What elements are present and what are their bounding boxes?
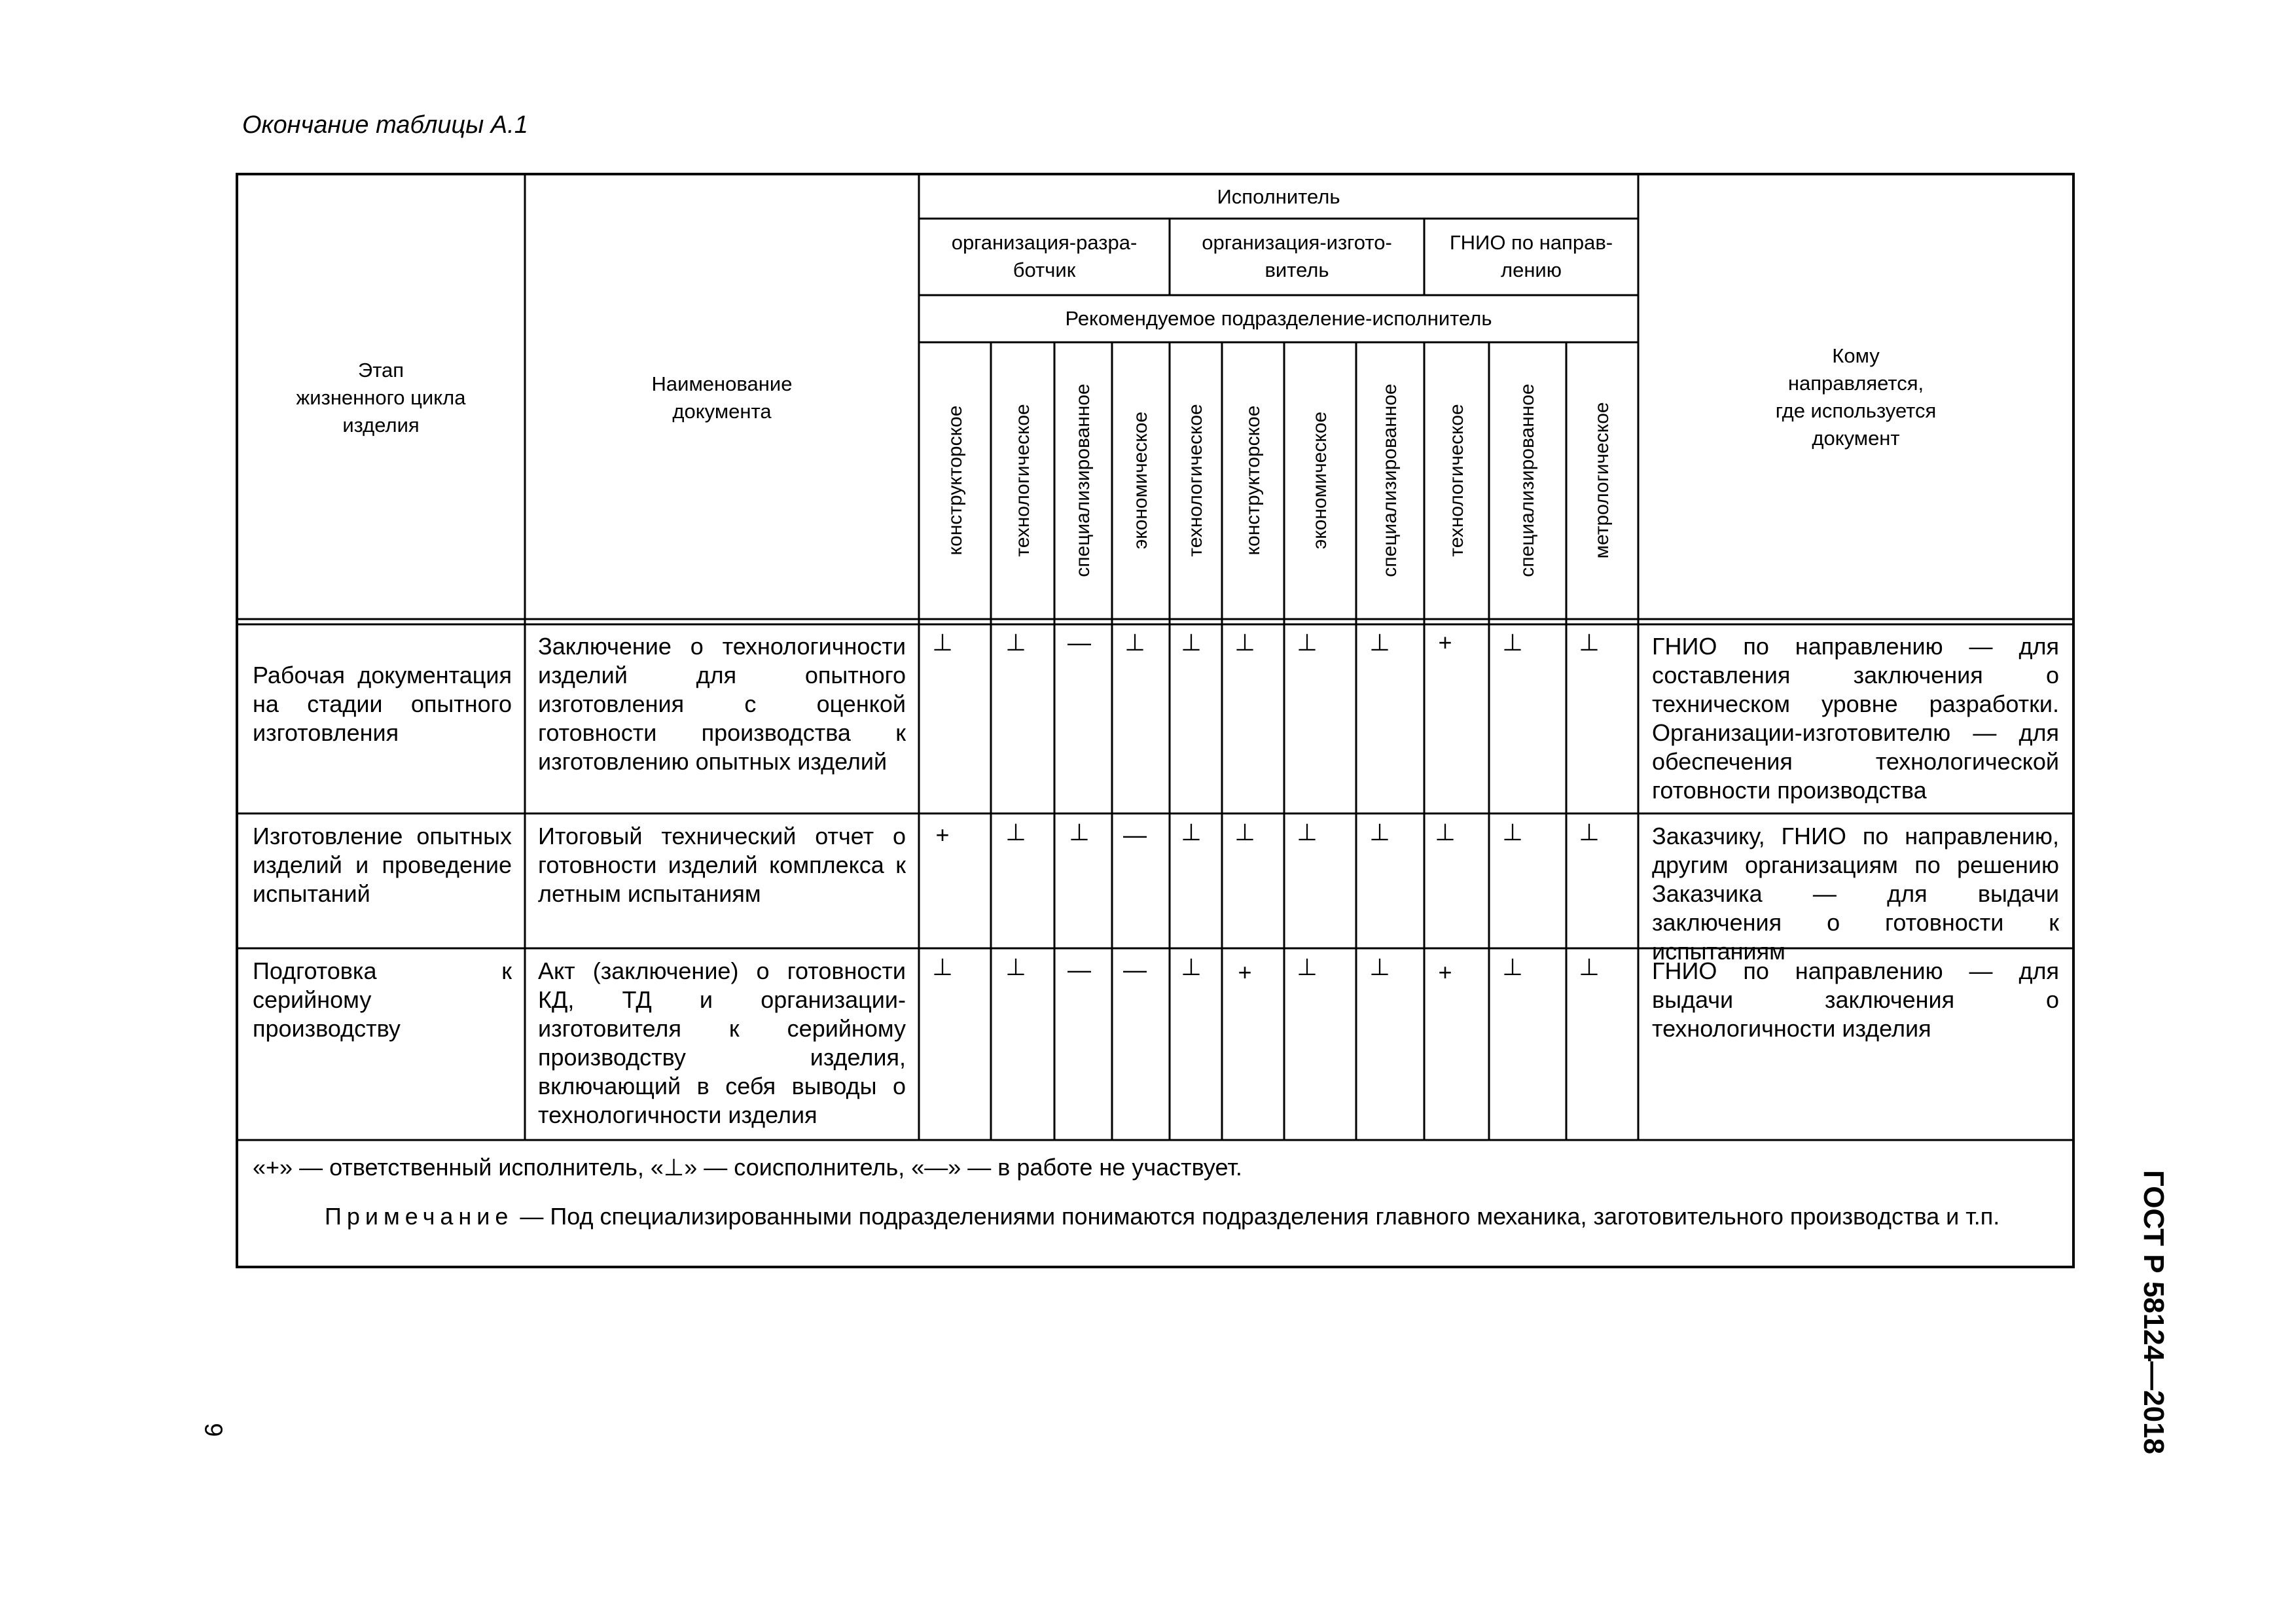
mark: ⊥ (1369, 954, 1390, 980)
header-document-name: Наименование документа (651, 372, 793, 423)
header-gnio: ГНИО по направ- лению (1449, 231, 1613, 281)
mark: ⊥ (1502, 819, 1523, 846)
mark: ⊥ (1297, 629, 1318, 656)
mark: ⊥ (932, 954, 953, 980)
unit-header-design: конструкторское (944, 405, 966, 556)
mark: ⊥ (1435, 819, 1456, 846)
mark: ⊥ (1579, 819, 1600, 846)
header-org-manufacturer: организация-изгото- витель (1202, 231, 1392, 281)
unit-header-specialized: специализированное (1072, 383, 1094, 577)
table-note (253, 1202, 2059, 1232)
unit-header-technological: технологическое (1446, 404, 1467, 557)
mark: — (1067, 629, 1091, 656)
mark: ⊥ (1005, 819, 1026, 846)
note-text: — Под специализированными подразделениями понимаются подразделения главного механика, заготовительного производства и т.п. (513, 1203, 2000, 1230)
mark: ⊥ (1005, 954, 1026, 980)
mark: ⊥ (1369, 819, 1390, 846)
mark: ⊥ (1181, 954, 1202, 980)
mark: ⊥ (1234, 629, 1255, 656)
legend: «+» — ответственный исполнитель, «⊥» — соисполнитель, «—» — в работе не участвует. (253, 1154, 1242, 1181)
mark: ⊥ (1579, 629, 1600, 656)
mark: ⊥ (1124, 629, 1145, 656)
unit-header-economic: экономическое (1309, 411, 1331, 550)
mark: ⊥ (1502, 954, 1523, 980)
mark: + (1438, 959, 1452, 986)
mark: ⊥ (1502, 629, 1523, 656)
mark: ⊥ (1369, 629, 1390, 656)
table-row-1-recipient: ГНИО по направлению — для составления заключения о техническом уровне разработки. Организации-изготовителю — для обеспечения технологической готовности производства (1652, 633, 2059, 804)
mark: ⊥ (1297, 954, 1318, 980)
mark: — (1123, 956, 1147, 983)
table-row-3-document: Акт (заключение) о готовности КД, ТД и организации-изготовителя к серийному производству изделия, включающий в себя выводы о технологичности изделия (538, 957, 906, 1128)
unit-header-design: конструкторское (1242, 405, 1264, 556)
mark: ⊥ (1005, 629, 1026, 656)
mark: + (1238, 959, 1252, 986)
unit-header-specialized: специализированное (1516, 383, 1538, 577)
table-caption: Окончание таблицы А.1 (242, 111, 528, 139)
table-row-2-document: Итоговый технический отчет о готовности изделий комплекса к летным испытаниям (538, 823, 906, 907)
header-executor: Исполнитель (1217, 185, 1340, 208)
header-recipient: Кому направляется, где используется документ (1775, 344, 1937, 450)
standard-designation: ГОСТ Р 58124—2018 (2138, 1169, 2170, 1455)
unit-header-specialized: специализированное (1379, 383, 1401, 577)
table-row-2-recipient: Заказчику, ГНИО по направлению, другим организациям по решению Заказчика — для выдачи заключения о готовности к испытаниям (1652, 823, 2059, 965)
mark: — (1067, 956, 1091, 983)
unit-header-economic: экономическое (1130, 411, 1151, 550)
mark: ⊥ (1297, 819, 1318, 846)
page-number: 9 (199, 1423, 227, 1437)
unit-header-technological: технологическое (1185, 404, 1206, 557)
header-org-developer: организация-разра- ботчик (951, 231, 1138, 281)
mark: ⊥ (1234, 819, 1255, 846)
mark: ⊥ (1181, 629, 1202, 656)
table-row-2-stage: Изготовление опытных изделий и проведение испытаний (253, 823, 512, 907)
header-recommended-unit: Рекомендуемое подразделение-исполнитель (1065, 307, 1492, 330)
table-row-1-document: Заключение о технологичности изделий для опытного изготовления с оценкой готовности производства к изготовлению опытных изделий (538, 633, 906, 775)
mark: + (1438, 629, 1452, 656)
mark: + (935, 821, 950, 848)
mark: ⊥ (1069, 819, 1090, 846)
note-label: Примечание (325, 1203, 514, 1230)
table-row-3-recipient: ГНИО по направлению — для выдачи заключения о технологичности изделия (1652, 957, 2059, 1042)
table-row-1-stage: Рабочая документация на стадии опытного изготовления (253, 662, 512, 746)
mark: ⊥ (1579, 954, 1600, 980)
unit-header-metrological: метрологическое (1591, 402, 1613, 559)
mark: — (1123, 821, 1147, 848)
mark: ⊥ (1181, 819, 1202, 846)
mark: ⊥ (932, 629, 953, 656)
header-stage: Этап жизненного цикла изделия (296, 359, 466, 437)
table-row-3-stage: Подготовка к серийному производству (253, 957, 512, 1042)
unit-header-technological: технологическое (1012, 404, 1033, 557)
